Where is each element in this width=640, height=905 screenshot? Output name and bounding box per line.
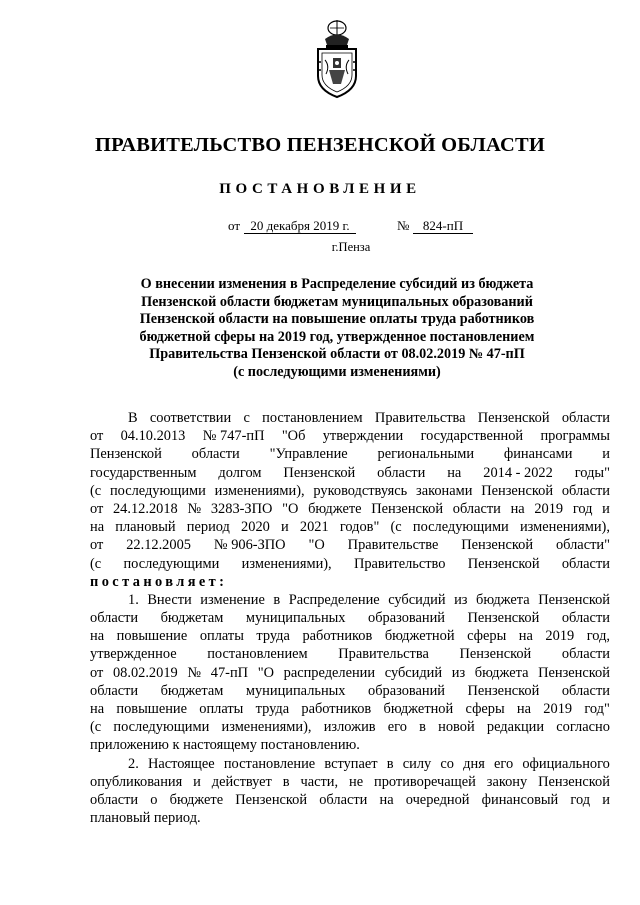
text-line [90, 500, 610, 518]
word: Пензенской [481, 482, 554, 499]
word: 2. [128, 755, 139, 772]
word: изменениями), [221, 719, 312, 736]
word: государственной [420, 428, 524, 445]
number-sign: № [397, 218, 410, 233]
text-line [90, 700, 610, 718]
word: на [447, 464, 462, 481]
text-line [90, 445, 610, 463]
item-1-paragraph [90, 591, 610, 737]
word: в [386, 755, 394, 772]
word: финансами [503, 446, 573, 463]
word: Правительстве [347, 537, 439, 554]
word: 2019 [545, 628, 575, 645]
government-title: ПРАВИТЕЛЬСТВО ПЕНЗЕНСКОЙ ОБЛАСТИ [95, 134, 545, 156]
text-line [90, 755, 610, 773]
word: последующими [123, 555, 220, 572]
word: на [379, 791, 394, 808]
word: Пензенской [477, 410, 550, 426]
word: Пензенской [538, 591, 610, 608]
word: Пензенской [235, 791, 308, 808]
word: бюджетной [384, 628, 455, 645]
word: "Об [281, 428, 306, 445]
word: государственным [90, 464, 197, 481]
word: 2020 [241, 519, 270, 536]
word: руководствуясь [313, 482, 408, 499]
word: постановлением [262, 410, 363, 426]
text-line [90, 682, 610, 700]
word: "Управление [269, 446, 348, 463]
text-line [90, 645, 610, 663]
word: бюджете [169, 791, 224, 808]
word: сферы [465, 701, 505, 717]
word: изменениями), [214, 482, 305, 499]
word: Распределение [288, 591, 380, 608]
text-line [90, 773, 610, 791]
word: долгом [218, 464, 262, 481]
word: Правительства [338, 646, 429, 663]
document-date: 20 декабря 2019 г. [244, 218, 356, 234]
word: постановлением [207, 646, 308, 663]
word: 04.10.2013 [120, 428, 186, 445]
word: Пензенской [538, 664, 610, 681]
word: области [561, 610, 610, 627]
word: и [281, 519, 289, 536]
word: 47-пП [210, 664, 249, 681]
word: и [602, 446, 610, 463]
word: от [90, 537, 104, 554]
word: образований [368, 682, 446, 699]
text-line [90, 536, 610, 554]
word: области [90, 682, 139, 699]
document-city: г.Пенза [331, 240, 371, 254]
word: области [561, 555, 610, 572]
word: противоречащей [374, 773, 476, 790]
word: плановый [115, 519, 176, 536]
word: бюджете [308, 500, 362, 517]
word: год, [586, 628, 610, 645]
word: на [510, 500, 525, 517]
word: образований [368, 610, 446, 627]
word: силу [402, 755, 432, 772]
subject-line: (с последующими изменениями) [233, 363, 441, 380]
text-line [90, 627, 610, 645]
subject-line: Правительства Пензенской области от 08.02.2019 № 47-пП [149, 346, 525, 363]
word: области [561, 646, 610, 663]
word: на [90, 628, 105, 645]
text-line [90, 409, 610, 427]
word: 2019 [543, 701, 573, 717]
item-1-last-line [90, 736, 610, 754]
item-2-last-line [90, 809, 610, 827]
subject-line: Пензенской области бюджетам муниципальных образований [141, 293, 533, 310]
word: на [90, 701, 105, 717]
text-line [90, 464, 610, 482]
word: очередной [405, 791, 470, 808]
text-line [90, 427, 610, 445]
word: 1. [128, 591, 139, 608]
word: повышение [116, 628, 188, 645]
word: Пензенской [538, 773, 610, 790]
word: Пензенской [461, 537, 534, 554]
word: годы" [574, 464, 610, 481]
word: последующими [109, 482, 206, 499]
word: его [494, 755, 514, 772]
word: в [273, 591, 281, 608]
word: Настоящее [147, 755, 215, 772]
word: региональными [377, 446, 475, 463]
word: в [419, 719, 426, 736]
subject-line: бюджетной сферы на 2019 год, утвержденное постановлением [139, 328, 535, 345]
word: № 747-пП [202, 428, 265, 445]
word: (с [90, 555, 102, 572]
word: Пензенской [467, 610, 540, 627]
word: и [602, 791, 610, 808]
word: на [90, 519, 105, 536]
word: № [187, 664, 202, 681]
word: и [193, 773, 201, 790]
word: Правительство [353, 555, 446, 572]
word: со [440, 755, 454, 772]
word: Правительства [374, 410, 466, 426]
word: области [319, 791, 368, 808]
word: "О [282, 500, 299, 517]
word: области [561, 482, 610, 499]
word: изменение [200, 591, 265, 608]
word: Пензенской [459, 646, 532, 663]
word: (с [90, 482, 102, 499]
subject-line: Пензенской области на повышение оплаты труда работников [139, 311, 535, 328]
word: в [282, 773, 290, 790]
word: из [451, 664, 466, 681]
word: финансовый [481, 791, 559, 808]
word: области [90, 610, 139, 627]
body-text-line: приложению к настоящему постановлению. [90, 737, 360, 754]
word: области [561, 410, 610, 426]
word: Пензенской [371, 500, 444, 517]
word: субсидий [388, 591, 446, 608]
word: муниципальных [245, 682, 346, 699]
word: от [90, 500, 104, 517]
word: бюджета [474, 664, 529, 681]
word: Пензенской [467, 682, 540, 699]
word: год [570, 791, 591, 808]
word: "О [257, 664, 274, 681]
word: изменениями), [241, 555, 332, 572]
word: 3283-ЗПО [210, 500, 273, 517]
text-line [90, 591, 610, 609]
word: бюджетам [160, 610, 224, 627]
word: изложив [323, 719, 376, 736]
word: из [454, 591, 468, 608]
word: работников [302, 628, 373, 645]
word: области [561, 682, 610, 699]
word: субсидий [384, 664, 443, 681]
word: области [452, 500, 501, 517]
word: 2019 [534, 500, 564, 517]
word: № 906-ЗПО [213, 537, 286, 554]
word: от [90, 664, 104, 681]
text-line [90, 664, 610, 682]
body-text-line: плановый период. [90, 810, 201, 827]
word: области [191, 446, 240, 463]
document-subject [128, 276, 546, 382]
word: Пензенской [283, 464, 356, 481]
word: дня [463, 755, 485, 772]
word: области [90, 791, 139, 808]
word: опубликования [90, 773, 183, 790]
preamble-paragraph [90, 409, 610, 573]
coat-of-arms-emblem [308, 18, 366, 100]
word: труда [255, 701, 290, 717]
word: № [187, 500, 202, 517]
word: бюджета [476, 591, 530, 608]
word: изменениями), [519, 519, 610, 536]
word: 22.12.2005 [126, 537, 191, 554]
word: последующими [113, 719, 210, 736]
word: утверждении [322, 428, 404, 445]
word: В [128, 410, 138, 426]
word: закону [486, 773, 528, 790]
word: оплаты [199, 628, 244, 645]
word: о [150, 791, 158, 808]
word: 2021 [299, 519, 329, 536]
word: соответствии [149, 410, 232, 426]
word: и [602, 500, 610, 517]
word: согласно [556, 719, 610, 736]
word: (с [390, 519, 402, 536]
item-2-paragraph [90, 755, 610, 810]
word: утвержденное [90, 646, 177, 663]
word: последующими [412, 519, 509, 536]
document-body [90, 409, 610, 827]
word: на [518, 628, 533, 645]
word: 08.02.2019 [112, 664, 178, 681]
word: вступает [324, 755, 378, 772]
word: 24.12.2018 [112, 500, 178, 517]
word: новой [438, 719, 475, 736]
word: на [516, 701, 532, 717]
word: распределении [283, 664, 376, 681]
word: труда [256, 628, 290, 645]
word: "О [308, 537, 325, 554]
word: Пензенской [467, 555, 540, 572]
word: Пензенской [90, 446, 162, 463]
date-prefix: от [228, 218, 241, 233]
word: официального [522, 755, 610, 772]
word: сферы [467, 628, 507, 645]
word: части, [300, 773, 339, 790]
word: редакции [486, 719, 545, 736]
word: год [572, 500, 593, 517]
text-line [90, 718, 610, 736]
word: бюджетам [160, 682, 224, 699]
coat-of-arms-icon [308, 18, 366, 100]
text-line [90, 555, 610, 573]
word: не [349, 773, 364, 790]
text-line [90, 482, 610, 500]
word: области" [555, 537, 610, 554]
word: законами [416, 482, 473, 499]
word: Внести [147, 591, 192, 608]
word: действует [211, 773, 272, 790]
document-number: 824-пП [413, 218, 473, 234]
word: бюджетной [383, 701, 454, 717]
word: повышение [116, 701, 187, 717]
word: от [90, 428, 104, 445]
word: области [377, 464, 426, 481]
text-line [90, 609, 610, 627]
word: постановление [223, 755, 316, 772]
text-line [90, 518, 610, 536]
resolves-line [90, 573, 610, 591]
word: муниципальных [245, 610, 346, 627]
word: с [243, 410, 250, 426]
word: работников [301, 701, 372, 717]
subject-line: О внесении изменения в Распределение субсидий из бюджета [140, 276, 534, 292]
resolves-word: постановляет: [90, 573, 228, 590]
text-line [90, 791, 610, 809]
word: период [186, 519, 230, 536]
word: 2014 - 2022 [483, 464, 553, 481]
document-type-title: ПОСТАНОВЛЕНИЕ [219, 181, 421, 197]
word: его [387, 719, 407, 736]
word: годов" [339, 519, 380, 536]
word: оплаты [199, 701, 244, 717]
word: год" [584, 701, 610, 717]
word: (с [90, 719, 102, 736]
word: программы [540, 428, 610, 445]
